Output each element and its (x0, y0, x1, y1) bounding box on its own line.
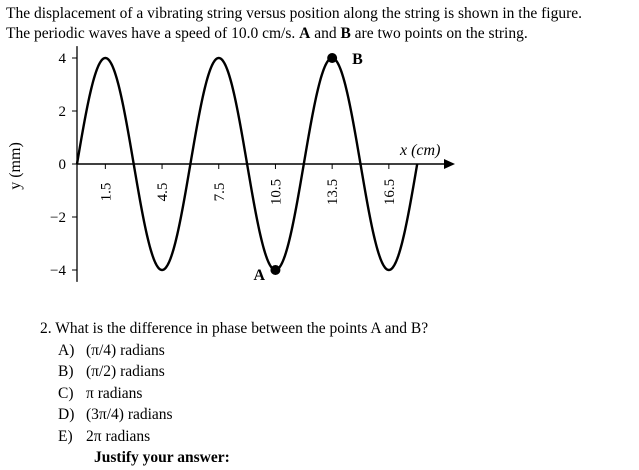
x-tick-label: 4.5 (155, 182, 172, 202)
choice-b (40, 361, 428, 383)
point-a-marker (270, 265, 280, 275)
choice-a (40, 340, 428, 362)
x-tick-label: 10.5 (268, 178, 285, 206)
choice-letter: B) (58, 363, 74, 380)
wave-figure (0, 44, 639, 294)
y-tick-label: −2 (50, 210, 66, 226)
choice-text: 2π radians (86, 427, 151, 445)
intro-text: The displacement of a vibrating string versus position along the string is shown in the figure. (6, 5, 582, 22)
problem-intro (6, 4, 636, 44)
x-tick-label: 16.5 (381, 178, 398, 206)
choice-text: (3π/4) radians (86, 406, 173, 423)
y-tick-label: 4 (58, 51, 66, 67)
x-tick-label: 7.5 (211, 182, 228, 202)
question-stem: 2. What is the difference in phase between the points A and B? (40, 320, 429, 337)
y-tick-label: −4 (50, 263, 66, 279)
choice-text: π radians (86, 384, 143, 402)
choice-letter: C) (58, 384, 74, 402)
intro-text: The periodic waves have a speed of 10.0 cm/s. (6, 25, 300, 42)
choice-letter: D) (58, 406, 75, 423)
x-tick-label: 13.5 (325, 178, 342, 206)
intro-text: are two points on the string. (350, 25, 528, 42)
intro-point-b: B (340, 25, 351, 42)
question-block (40, 318, 428, 469)
intro-line-2 (6, 24, 636, 44)
y-tick-label: 2 (58, 104, 66, 120)
choice-text: (π/4) radians (86, 341, 165, 359)
intro-point-a: A (299, 25, 311, 42)
x-axis-arrow (444, 159, 455, 169)
point-b-label: B (352, 51, 363, 68)
point-a-label: A (253, 267, 266, 284)
choice-letter: E) (58, 427, 73, 445)
x-tick-label: 1.5 (98, 182, 115, 202)
choice-letter: A) (58, 341, 75, 359)
choice-e (40, 426, 428, 448)
choice-d (40, 404, 428, 426)
x-axis-label: x (cm) (400, 142, 441, 159)
choice-list (40, 340, 428, 448)
choice-text: (π/2) radians (86, 363, 165, 380)
justify-prompt: Justify your answer: (94, 449, 230, 466)
intro-text: and (310, 25, 341, 42)
y-axis-label: y (mm) (7, 142, 24, 190)
axis-labels (7, 51, 440, 284)
y-tick-label: 0 (58, 157, 66, 173)
choice-c (40, 383, 428, 405)
intro-line-1 (6, 4, 636, 24)
point-b-marker (327, 53, 337, 63)
